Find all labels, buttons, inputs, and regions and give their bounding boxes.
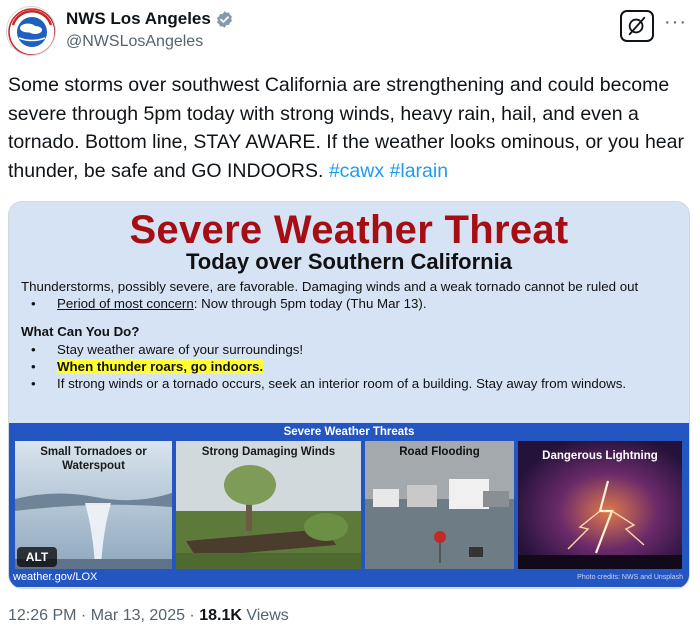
threat-label: Small Tornadoes or Waterspout bbox=[40, 446, 147, 472]
tweet-text bbox=[8, 71, 692, 185]
hashtag-larain[interactable]: #larain bbox=[389, 159, 449, 182]
bullet-text: Stay weather aware of your surroundings! bbox=[57, 342, 304, 357]
graphic-bullet: • Stay weather aware of your surroundings! bbox=[31, 342, 304, 357]
tweet-time[interactable]: 12:26 PM bbox=[8, 607, 77, 624]
views-label: Views bbox=[241, 607, 289, 624]
photo-credit: Photo credits: NWS and Unsplash bbox=[577, 574, 683, 581]
tweet-meta bbox=[8, 607, 289, 625]
threats-band bbox=[9, 423, 689, 587]
wind-damage-photo bbox=[176, 441, 361, 569]
threat-label: Strong Damaging Winds bbox=[201, 446, 336, 458]
threat-panel-lightning bbox=[518, 441, 682, 569]
graphic-bullet: • When thunder roars, go indoors. bbox=[31, 359, 264, 374]
views-count: 18.1K bbox=[199, 607, 242, 624]
graphic-summary: Thunderstorms, possibly severe, are favorable. Damaging winds and a weak tornado cannot be ruled out bbox=[21, 279, 639, 294]
grok-button[interactable] bbox=[620, 10, 654, 42]
tweet-date[interactable]: Mar 13, 2025 bbox=[90, 607, 185, 624]
tweet-body: Some storms over southwest California are strengthening and could become severe through 5pm today with strong winds, heavy rain, hail, and even a tornado. Bottom line, STAY AWARE. If the weather looks ominous, or you hear thunder, be safe and GO INDOORS. bbox=[8, 74, 684, 182]
graphic-concern-line: • Period of most concern: Now through 5pm today (Thu Mar 13). bbox=[31, 296, 427, 311]
threats-heading: Severe Weather Threats bbox=[283, 426, 415, 438]
concern-label: Period of most concern bbox=[57, 296, 194, 311]
hashtag-cawx[interactable]: #cawx bbox=[328, 159, 385, 182]
threat-label: Road Flooding bbox=[399, 446, 480, 458]
graphic-bullet: • If strong winds or a tornado occurs, seek an interior room of a building. Stay away from windows. bbox=[31, 376, 627, 391]
meta-separator: · bbox=[184, 607, 200, 624]
threat-label: Dangerous Lightning bbox=[542, 450, 658, 462]
meta-separator: · bbox=[76, 607, 91, 624]
nws-logo-icon bbox=[7, 7, 56, 56]
what-heading: What Can You Do? bbox=[21, 324, 140, 339]
graphic-title: Severe Weather Threat bbox=[129, 208, 569, 252]
alt-text-badge[interactable]: ALT bbox=[17, 547, 57, 567]
graphic-website: weather.gov/LOX bbox=[13, 571, 98, 583]
threat-panel-wind bbox=[176, 441, 361, 569]
bullet-text: If strong winds or a tornado occurs, seek an interior room of a building. Stay away from windows. bbox=[57, 376, 627, 391]
account-handle[interactable]: @NWSLosAngeles bbox=[66, 33, 204, 50]
bullet-text-highlight: When thunder roars, go indoors. bbox=[57, 359, 264, 374]
avatar[interactable] bbox=[6, 6, 56, 56]
threat-panel-flooding bbox=[365, 441, 514, 569]
tweet-header bbox=[0, 0, 700, 64]
verified-badge-icon bbox=[215, 10, 234, 29]
graphic-subtitle: Today over Southern California bbox=[186, 249, 512, 274]
tweet-media-image[interactable] bbox=[8, 201, 690, 589]
grok-icon bbox=[626, 15, 648, 37]
display-name[interactable]: NWS Los Angeles bbox=[66, 9, 211, 28]
concern-value: : Now through 5pm today (Thu Mar 13). bbox=[193, 296, 427, 311]
road-flooding-photo bbox=[365, 441, 514, 569]
more-icon[interactable]: ··· bbox=[664, 11, 687, 33]
